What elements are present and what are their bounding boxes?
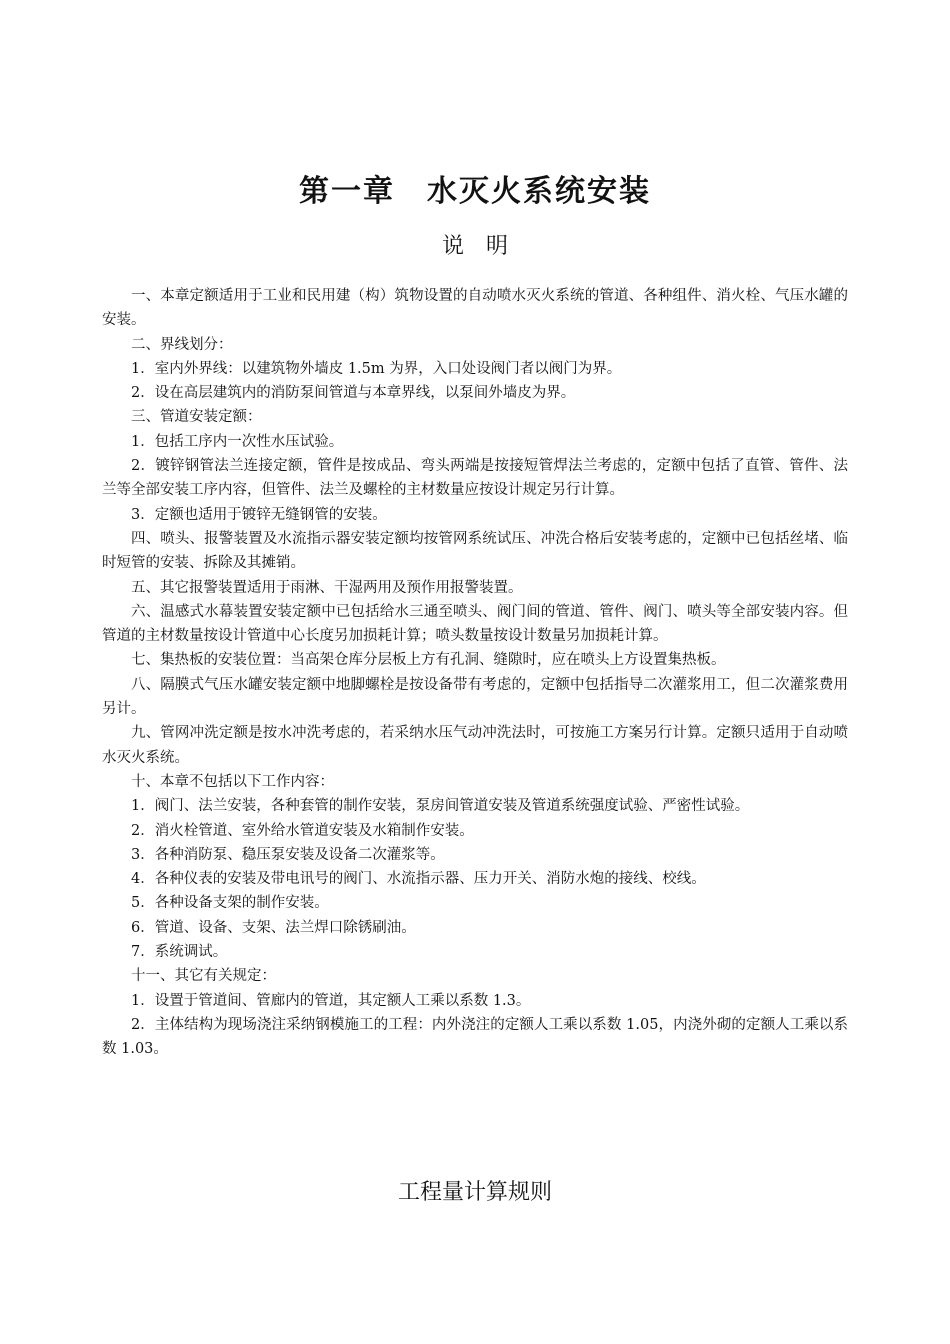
paragraph: 三、管道安装定额： — [131, 409, 262, 426]
paragraph: 九、管网冲洗定额是按水冲洗考虑的，若采纳水压气动冲洗法时，可按施工方案另行计算。定额只适用于自动喷水灭火系统。 — [102, 725, 848, 766]
paragraph: 5．各种设备支架的制作安装。 — [131, 895, 329, 912]
paragraph: 1．阀门、法兰安装，各种套管的制作安装，泵房间管道安装及管道系统强度试验、严密性试验。 — [131, 798, 750, 815]
paragraph: 2．消火栓管道、室外给水管道安装及水箱制作安装。 — [131, 822, 474, 839]
paragraph: 3．各种消防泵、稳压泵安装及设备二次灌浆等。 — [131, 846, 445, 863]
paragraph: 二、界线划分： — [131, 336, 233, 353]
paragraph: 五、其它报警装置适用于雨淋、干湿两用及预作用报警装置。 — [131, 579, 523, 596]
paragraph: 七、集热板的安装位置：当高架仓库分层板上方有孔洞、缝隙时，应在喷头上方设置集热板。 — [131, 652, 726, 669]
paragraph: 六、温感式水幕装置安装定额中已包括给水三通至喷头、阀门间的管道、管件、阀门、喷头等全部安装内容。但管道的主材数量按设计管道中心长度另加损耗计算；喷头数量按设计数量另加损耗计算。 — [102, 603, 848, 645]
paragraph: 1．设置于管道间、管廊内的管道，其定额人工乘以系数 1.3。 — [131, 992, 531, 1009]
paragraph: 四、喷头、报警装置及水流指示器安装定额均按管网系统试压、冲洗合格后安装考虑的，定额中已包括丝堵、临时短管的安装、拆除及其摊销。 — [102, 530, 848, 572]
paragraph: 八、隔膜式气压水罐安装定额中地脚螺栓是按设备带有考虑的，定额中包括指导二次灌浆用工，但二次灌浆费用另计。 — [102, 676, 848, 718]
paragraph: 1．包括工序内一次性水压试验。 — [131, 433, 344, 450]
section-title: 说 明 — [441, 234, 508, 259]
body-text — [102, 284, 848, 1062]
paragraph: 1．室内外界线：以建筑物外墙皮 1.5m 为界，入口处设阀门者以阀门为界。 — [131, 360, 622, 377]
paragraph: 4．各种仪表的安装及带电讯号的阀门、水流指示器、压力开关、消防水炮的接线、校线。 — [131, 871, 706, 888]
paragraph: 十、本章不包括以下工作内容： — [131, 773, 334, 790]
rules-title: 工程量计算规则 — [397, 1180, 552, 1205]
paragraph: 十一、其它有关规定： — [131, 968, 276, 985]
paragraph: 3．定额也适用于镀锌无缝钢管的安装。 — [131, 506, 387, 523]
chapter-title: 第一章 水灭火系统安装 — [299, 174, 651, 209]
paragraph: 6．管道、设备、支架、法兰焊口除锈刷油。 — [131, 919, 416, 936]
paragraph: 7．系统调试。 — [131, 944, 228, 961]
paragraph: 2．设在高层建筑内的消防泵间管道与本章界线，以泵间外墙皮为界。 — [131, 385, 576, 402]
paragraph: 一、本章定额适用于工业和民用建（构）筑物设置的自动喷水灭火系统的管道、各种组件、消火栓、气压水罐的安装。 — [102, 288, 848, 329]
paragraph: 2．镀锌钢管法兰连接定额，管件是按成品、弯头两端是按接短管焊法兰考虑的，定额中包括了直管、管件、法兰等全部安装工序内容，但管件、法兰及螺栓的主材数量应按设计规定另行计算。 — [102, 458, 848, 499]
paragraph: 2．主体结构为现场浇注采纳钢模施工的工程：内外浇注的定额人工乘以系数 1.05，内浇外砌的定额人工乘以系数 1.03。 — [102, 1016, 848, 1058]
